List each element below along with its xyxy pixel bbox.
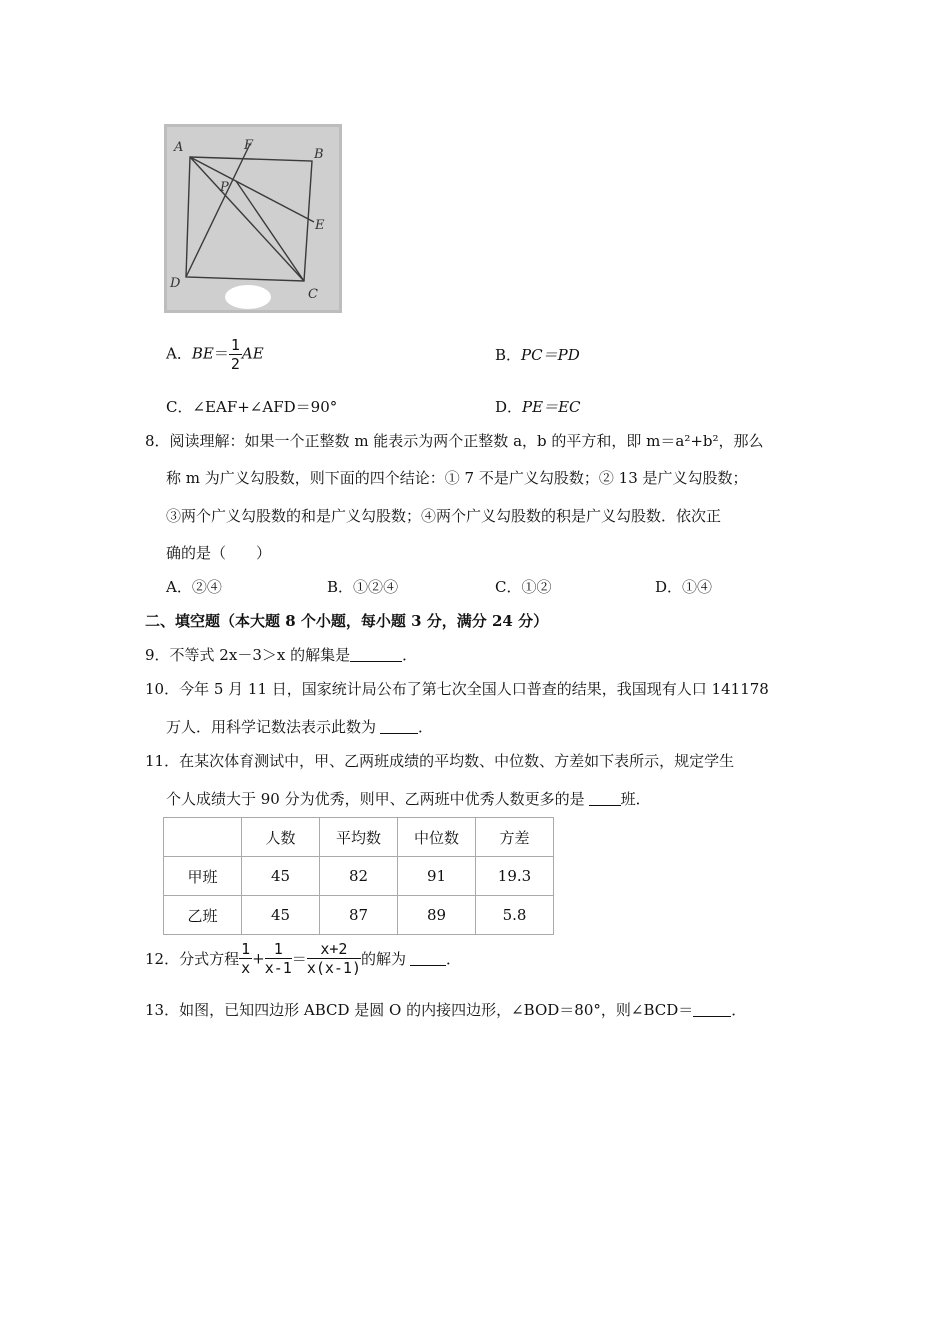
label-d: D xyxy=(170,276,181,291)
q9-end: ． xyxy=(402,646,418,664)
q12-suffix: 的解为 xyxy=(361,950,407,968)
table-cell: 19.3 xyxy=(476,857,554,896)
q12-plus: + xyxy=(252,949,265,968)
table-header-cell: 平均数 xyxy=(320,818,398,857)
q7-option-d[interactable] xyxy=(495,396,581,417)
label-f: F xyxy=(244,138,254,153)
q7-option-a-num: 1 xyxy=(230,336,240,354)
table-header-cell xyxy=(164,818,242,857)
table-cell: 甲班 xyxy=(164,857,242,896)
q12-f2-den: x-1 xyxy=(264,959,292,977)
q10-line2 xyxy=(166,716,433,737)
q10-line2-text: 万人．用科学记数法表示此数为 xyxy=(166,718,377,736)
table-header-cell: 方差 xyxy=(476,818,554,857)
q12-f3-num: x+2 xyxy=(307,940,361,959)
table-cell: 89 xyxy=(398,896,476,935)
white-blot xyxy=(225,285,271,309)
q10-end: ． xyxy=(418,718,434,736)
q8-option-a[interactable] xyxy=(166,576,222,597)
q8-line2a: 称 m 为广义勾股数，则下面的四个结论： xyxy=(166,469,445,487)
q12 xyxy=(145,940,461,977)
label-c: C xyxy=(308,287,318,302)
q9-text: 9．不等式 2x－3＞x 的解集是 xyxy=(145,646,351,664)
q7-option-b-prefix: B． xyxy=(495,346,522,364)
table-cell: 乙班 xyxy=(164,896,242,935)
table-header-row xyxy=(164,818,554,857)
q8-line3a: 两个广义勾股数的和是广义勾股数； xyxy=(181,507,422,525)
geometry-figure xyxy=(164,124,342,313)
q11-line2 xyxy=(166,788,651,809)
q7-option-a-fraction xyxy=(229,336,242,373)
q7-option-a-lhs: BE xyxy=(191,344,214,363)
q7-option-a-rhs: AE xyxy=(241,344,264,363)
q13-text: 13．如图，已知四边形 ABCD 是圆 O 的内接四边形，∠BOD＝80°，则∠BCD＝ xyxy=(145,1001,694,1019)
q8-option-d-mark-2: ④ xyxy=(697,578,713,596)
label-a: A xyxy=(174,140,184,155)
table-cell: 45 xyxy=(242,896,320,935)
q10-answer-blank[interactable] xyxy=(380,719,418,734)
q8-option-b-mark-3: ④ xyxy=(383,578,399,596)
table-header-cell: 中位数 xyxy=(398,818,476,857)
label-p: P xyxy=(220,180,229,195)
q8-option-c-prefix: C． xyxy=(495,578,522,596)
q12-prefix: 12．分式方程 xyxy=(145,950,240,968)
q12-f1-den: x xyxy=(241,959,251,977)
q13-answer-blank[interactable] xyxy=(693,1002,731,1017)
q8-option-c-mark-2: ② xyxy=(536,578,552,596)
q8-option-a-mark-1: ② xyxy=(191,578,207,596)
q8-option-a-prefix: A． xyxy=(166,578,192,596)
q8-option-a-mark-2: ④ xyxy=(206,578,222,596)
q9 xyxy=(145,644,417,665)
q8-line3 xyxy=(166,505,721,526)
section-2-title: 二、填空题（本大题 8 个小题，每小题 3 分，满分 24 分） xyxy=(145,612,549,630)
table-cell: 87 xyxy=(320,896,398,935)
q13 xyxy=(145,999,746,1020)
table-row xyxy=(164,896,554,935)
q7-option-a[interactable] xyxy=(166,336,264,373)
q11-end: 班． xyxy=(620,790,651,808)
q7-option-c-text: ∠EAF+∠AFD＝90° xyxy=(192,398,338,416)
q11-answer-blank[interactable] xyxy=(589,791,621,806)
table-cell: 5.8 xyxy=(476,896,554,935)
q12-answer-blank[interactable] xyxy=(410,951,446,966)
q13-end: ． xyxy=(731,1001,747,1019)
q7-option-a-prefix: A． xyxy=(166,344,192,363)
table-row xyxy=(164,857,554,896)
q7-option-c-prefix: C． xyxy=(166,398,193,416)
table-cell: 91 xyxy=(398,857,476,896)
q12-end: ． xyxy=(446,950,462,968)
q8-line2 xyxy=(166,467,748,488)
q8-option-b-prefix: B． xyxy=(327,578,354,596)
q8-option-d[interactable] xyxy=(655,576,712,597)
q8-circled-1: ① xyxy=(444,469,460,487)
q12-fraction-3 xyxy=(307,940,361,977)
q7-option-a-eq: ＝ xyxy=(213,344,229,363)
q11-line2-text: 个人成绩大于 90 分为优秀，则甲、乙两班中优秀人数更多的是 xyxy=(166,790,585,808)
label-b: B xyxy=(314,147,324,162)
q8-option-b-mark-1: ① xyxy=(353,578,369,596)
q8-line4: 确的是（ ） xyxy=(166,544,272,562)
q12-f1-num: 1 xyxy=(241,940,251,958)
q8-option-d-prefix: D． xyxy=(655,578,683,596)
table-cell: 82 xyxy=(320,857,398,896)
q8-option-b-mark-2: ② xyxy=(368,578,384,596)
q8-line2c: 13 是广义勾股数； xyxy=(613,469,748,487)
q8-circled-3: ③ xyxy=(166,507,182,525)
q8-option-c-mark-1: ① xyxy=(521,578,537,596)
q8-line1: 8．阅读理解：如果一个正整数 m 能表示为两个正整数 a，b 的平方和，即 m＝a²+b²，那么 xyxy=(145,432,764,450)
q8-option-c[interactable] xyxy=(495,576,552,597)
label-e: E xyxy=(315,218,325,233)
q7-option-a-den: 2 xyxy=(230,355,240,373)
q7-option-d-text: PE＝EC xyxy=(522,398,581,416)
q7-option-b-text: PC＝PD xyxy=(521,346,580,364)
q9-answer-blank[interactable] xyxy=(350,647,402,662)
q8-option-b[interactable] xyxy=(327,576,398,597)
q12-f2-num: 1 xyxy=(265,940,292,959)
q11-line1: 11．在某次体育测试中，甲、乙两班成绩的平均数、中位数、方差如下表所示，规定学生 xyxy=(145,752,735,770)
q10-line1: 10．今年 5 月 11 日，国家统计局公布了第七次全国人口普查的结果，我国现有人口 141178 xyxy=(145,680,769,698)
table-header-cell: 人数 xyxy=(242,818,320,857)
q7-option-c[interactable] xyxy=(166,396,337,417)
q8-option-d-mark-1: ① xyxy=(682,578,698,596)
q7-option-d-prefix: D． xyxy=(495,398,523,416)
q8-circled-4: ④ xyxy=(421,507,437,525)
q7-option-b[interactable] xyxy=(495,344,580,365)
q12-f3-den: x(x-1) xyxy=(306,959,361,977)
q8-circled-2: ② xyxy=(598,469,614,487)
q12-eq: ＝ xyxy=(291,950,307,968)
score-table xyxy=(163,817,554,935)
q12-fraction-2 xyxy=(265,940,292,977)
q8-line3b: 两个广义勾股数的积是广义勾股数．依次正 xyxy=(436,507,722,525)
q12-fraction-1 xyxy=(239,940,252,977)
q8-line2b: 7 不是广义勾股数； xyxy=(459,469,599,487)
table-cell: 45 xyxy=(242,857,320,896)
